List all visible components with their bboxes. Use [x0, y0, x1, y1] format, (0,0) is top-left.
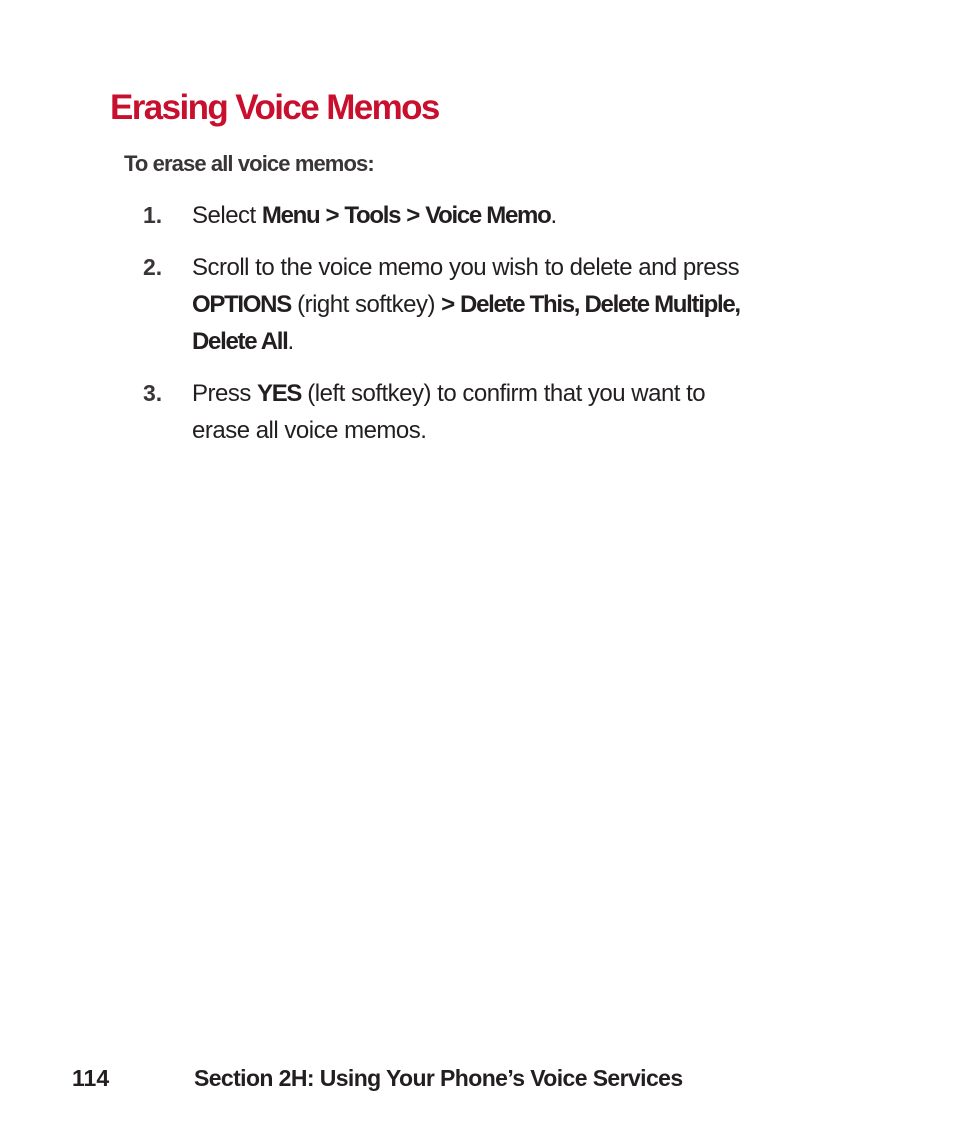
- section-subheading: To erase all voice memos:: [124, 151, 374, 176]
- menu-separator-icon: >: [325, 202, 339, 229]
- step-number: 3.: [143, 380, 163, 406]
- step-line: Scroll to the voice memo you wish to delete and press: [192, 254, 740, 281]
- menu-path-voice-memo: Voice Memo: [425, 202, 551, 229]
- menu-separator-icon: >: [441, 291, 454, 318]
- footer-section-title: Section 2H: Using Your Phone’s Voice Services: [194, 1065, 683, 1091]
- step-line-rest: (left softkey) to confirm that you want to: [301, 380, 706, 407]
- page-title: Erasing Voice Memos: [110, 88, 439, 127]
- menu-path-tools: Tools: [344, 202, 401, 229]
- menu-separator-icon: >: [406, 202, 420, 229]
- step-line: [192, 197, 842, 234]
- step-line: [192, 323, 842, 360]
- sentence-end: .: [287, 328, 294, 355]
- yes-softkey-label: YES: [257, 380, 302, 407]
- delete-all-label: Delete All: [192, 328, 288, 355]
- options-softkey-label: OPTIONS: [192, 291, 291, 318]
- step-text: [192, 197, 842, 234]
- softkey-hint: (right softkey): [290, 291, 442, 318]
- page-number: 114: [72, 1065, 110, 1091]
- step-line: erase all voice memos.: [192, 417, 427, 444]
- step-text: [192, 375, 842, 449]
- menu-path-menu: Menu: [261, 202, 320, 229]
- step-line: [192, 286, 842, 323]
- step-number: 2.: [143, 254, 163, 280]
- step-text: [192, 249, 842, 360]
- sentence-end: .: [550, 202, 557, 229]
- delete-options-label: Delete This, Delete Multiple,: [460, 291, 740, 318]
- step-line: [192, 375, 842, 412]
- step-word: Select: [192, 202, 262, 229]
- step-number: 1.: [143, 202, 163, 228]
- step-word: Press: [192, 380, 258, 407]
